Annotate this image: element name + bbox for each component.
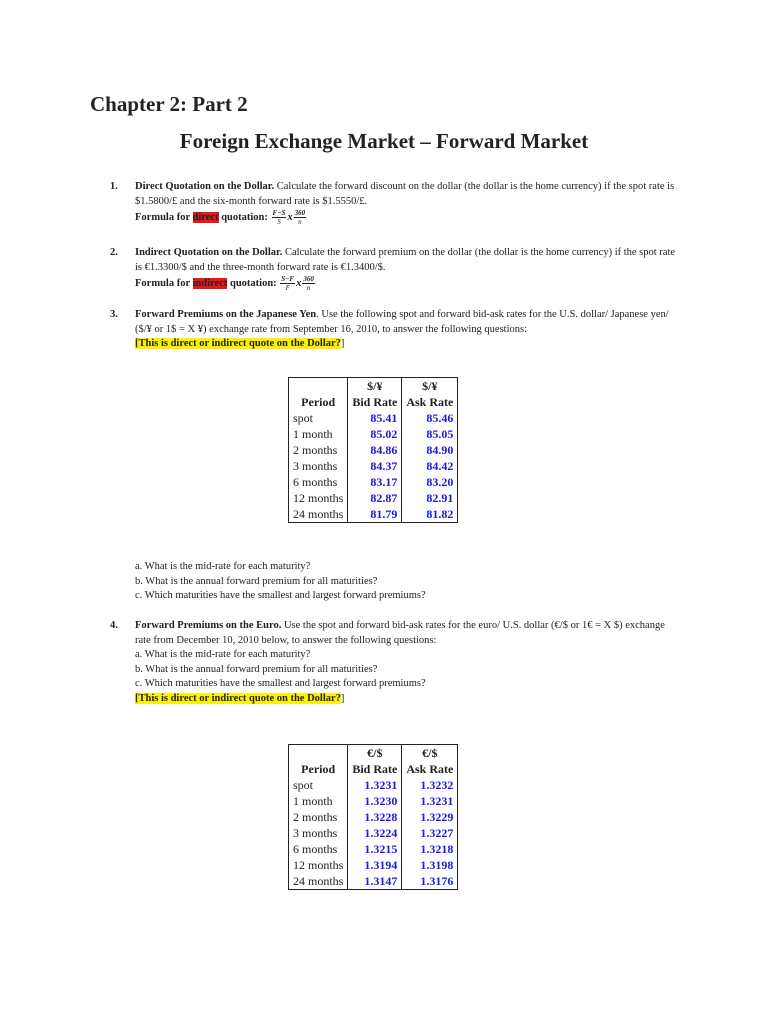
formula-highlight: direct xyxy=(192,211,219,223)
page-title: Foreign Exchange Market – Forward Market xyxy=(179,129,589,153)
table-row: 6 months 83.17 83.20 xyxy=(289,474,458,490)
table-row: 1 month 1.3230 1.3231 xyxy=(289,793,458,809)
question-2 xyxy=(110,246,680,292)
question-heading: Forward Premiums on the Euro. xyxy=(135,620,282,631)
table-header-row: Period Bid Rate Ask Rate xyxy=(289,394,458,410)
euro-rate-table xyxy=(288,744,458,890)
formula-highlight: indirect xyxy=(192,277,228,289)
question-number: 3. xyxy=(110,309,118,320)
question-4: 4. Forward Premiums on the Euro. Use the spot and forward bid-ask rates for the euro/ U.S. dollar (€/$ or 1€ = X $) exchange rate from December 10, 2010 below, to answer the following questions: a. What is the mid-rate for each maturity? b. What is the annual forward premium for all maturities? c. Which maturities have the smallest and largest forward premiums? [This is direct or indirect quote on the Dollar?] xyxy=(110,620,665,704)
formula-fraction-1: $\frac{F-S}{S}$ xyxy=(272,209,286,226)
question-text: . Use the following spot and forward bid-ask rates for the U.S. dollar/ Japanese yen/ ($/¥ or 1$ = X ¥) exchange rate from September 16, 2010, to answer the following questions: xyxy=(135,309,669,335)
subquestion: c. Which maturities have the smallest and largest forward premiums? xyxy=(135,678,426,689)
highlight-note: [This is direct or indirect quote on the Dollar? xyxy=(135,692,341,704)
subquestion: a. What is the mid-rate for each maturity? xyxy=(135,649,311,660)
question-number: 4. xyxy=(110,620,118,631)
question-3-subquestions xyxy=(135,560,426,604)
table-row: 2 months 1.3228 1.3229 xyxy=(289,809,458,825)
table-row: 6 months 1.3215 1.3218 xyxy=(289,841,458,857)
table-row: 12 months 1.3194 1.3198 xyxy=(289,857,458,873)
formula-multiply: x xyxy=(287,211,293,223)
question-1 xyxy=(110,180,680,226)
question-heading: Direct Quotation on the Dollar. xyxy=(135,181,275,192)
formula-fraction-2: $\frac{360}{n}$ xyxy=(294,209,306,226)
table-header-row: $/¥ $/¥ xyxy=(289,378,458,395)
table-row: 2 months 84.86 84.90 xyxy=(289,442,458,458)
yen-rate-table xyxy=(288,377,458,523)
table-row: 3 months 1.3224 1.3227 xyxy=(289,825,458,841)
formula-multiply: x xyxy=(296,277,302,289)
table-row: 24 months 1.3147 1.3176 xyxy=(289,873,458,890)
question-heading: Forward Premiums on the Japanese Yen xyxy=(135,309,317,320)
formula-fraction-1: $\frac{S-F}{F}$ xyxy=(281,275,295,292)
table-row: 1 month 85.02 85.05 xyxy=(289,426,458,442)
table-row: 24 months 81.79 81.82 xyxy=(289,506,458,523)
table-header-row: €/$ €/$ xyxy=(289,745,458,762)
table-row: 3 months 84.37 84.42 xyxy=(289,458,458,474)
formula-fraction-2: $\frac{360}{n}$ xyxy=(303,275,314,292)
formula-label: Formula for indirect quotation: xyxy=(135,277,277,289)
table-row: 12 months 82.87 82.91 xyxy=(289,490,458,506)
question-number: 2. xyxy=(110,247,118,258)
subquestion: b. What is the annual forward premium for all maturities? xyxy=(135,575,378,587)
chapter-heading: Chapter 2: Part 2 xyxy=(90,92,248,116)
question-3: 3. Forward Premiums on the Japanese Yen. Use the following spot and forward bid-ask rates for the U.S. dollar/ Japanese yen/ ($/¥ or 1$ = X ¥) exchange rate from September 16, 2010, to answer the following questions: [This is direct or indirect quote on the Dollar?] xyxy=(110,309,669,349)
question-text: Use the spot and forward bid-ask rates for the euro/ U.S. dollar (€/$ or 1€ = X $) exchange rate from December 10, 2010 below, to answer the following questions: xyxy=(135,620,665,646)
table-row: spot 85.41 85.46 xyxy=(289,410,458,426)
question-text: Calculate the forward discount on the dollar (the dollar is the home currency) if the spot rate is $1.5800/£ and the six-month forward rate is $1.5550/£. xyxy=(135,181,675,207)
question-heading: Indirect Quotation on the Dollar. xyxy=(135,247,283,258)
subquestion: c. Which maturities have the smallest and largest forward premiums? xyxy=(135,590,426,601)
highlight-note: [This is direct or indirect quote on the Dollar? xyxy=(135,338,341,349)
subquestion: b. What is the annual forward premium for all maturities? xyxy=(135,663,378,675)
table-row: spot 1.3231 1.3232 xyxy=(289,777,458,793)
question-number: 1. xyxy=(110,181,118,192)
formula-label: Formula for direct quotation: xyxy=(135,211,268,223)
question-text: Calculate the forward premium on the dollar (the dollar is the home currency) if the spot rate is €1.3300/$ and the three-month forward rate is €1.3400/$. xyxy=(135,247,676,273)
table-header-row: Period Bid Rate Ask Rate xyxy=(289,761,458,777)
subquestion: a. What is the mid-rate for each maturity? xyxy=(135,561,311,572)
